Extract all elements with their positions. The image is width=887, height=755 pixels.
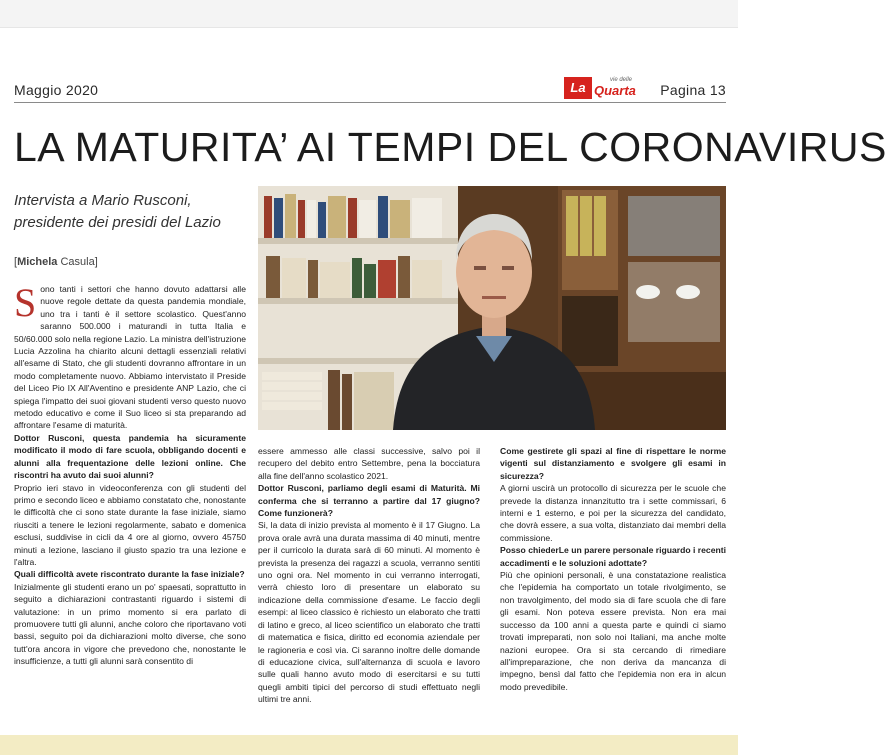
byline-last-name: Casula <box>60 256 95 268</box>
answer-2-continued: essere ammesso alle classi successive, salvo poi il recupero del debito entro Settembre, pena la bocciatura alla fine dell'anno scolastico 2021. <box>258 446 480 481</box>
article-column-3 <box>500 445 726 693</box>
logo-quarta: Quarta <box>594 83 636 98</box>
logo-la: La <box>564 77 592 99</box>
page-number: Pagina 13 <box>660 82 726 98</box>
answer-3: Si, la data di inizio prevista al momento è il 17 Giugno. La prova orale avrà una durata massima di 40 minuti, mentre per il curricolo la durata sarà di 60 minuti. Al momento è prevista la presenza dei ragazzi a scuola, verranno sentiti uno ogni ora. Nel momento in cui verranno interrogati, verrà chiesto loro di presentare un elaborato su indicazione della commissione d'esame. Le faccio degli esempi: al liceo classico è richiesto un elaborato che tratti di latino e greco, al liceo scientifico un elaborato che tratti di matematica e fisica, diritto ed economia aziendale per le ragioneria e così via. Ci saranno inoltre delle domande di educazione civica, sull'alternanza di scuola e lavoro sulle quali hanno avuto modo di esercitarsi e su tutti quegli ambiti tipici del percorso di studi effettuato negli ultimi tre anni. <box>258 520 480 705</box>
top-bar <box>0 0 738 28</box>
la-quarta-logo <box>564 77 656 99</box>
logo-tagline: vie delle <box>610 77 633 83</box>
question-4: Come gestirete gli spazi al fine di rispettare le norme vigenti sul distanziamento e svolgere gli esami in sicurezza? <box>500 446 726 481</box>
question-1: Dottor Rusconi, questa pandemia ha sicuramente modificato il modo di fare scuola, obbligando docenti e alunni alla frequentazione delle lezioni online. Che riscontri ha avuto dai suoi alunni? <box>14 432 246 481</box>
bottom-band <box>0 735 738 755</box>
headline: LA MATURITA’ AI TEMPI DEL CORONAVIRUS <box>14 124 887 170</box>
article-column-2 <box>258 445 480 706</box>
question-2: Quali difficoltà avete riscontrato durante la fase iniziale? <box>14 569 245 580</box>
question-5: Posso chiederLe un parere personale riguardo i recenti accadimenti e le soluzioni adottate? <box>500 545 726 568</box>
question-3: Dottor Rusconi, parliamo degli esami di Maturità. Mi conferma che si terranno a partire dal 17 giugno? Come funzionerà? <box>258 483 480 519</box>
issue-date: Maggio 2020 <box>14 82 99 98</box>
page-header <box>14 77 726 102</box>
byline-first-name: Michela <box>17 256 58 268</box>
byline <box>14 256 98 268</box>
article-intro: ono tanti i settori che hanno dovuto adattarsi alle nuove regole dettate da questa pandemia mondiale, uno tra i tanti è il settore scolastico. Quest'anno saranno 500.000 i maturandi in tutta Italia e 50/60.000 solo nella regione Lazio. La ministra dell'istruzione Lucia Azzolina ha chiarito alcuni dettagli essenziali relativi all'esame di Stato, che gli studenti dovranno affrontare in un modo completamente nuovo. Abbiamo intervistato il Preside del Liceo Pio IX All'Aventino e presidente ANP Lazio, che ci spiega l'impatto dei suoi giovani studenti verso questo nuovo metodo educativo e come il Suo liceo si sta preparando ad affrontare l'esame di maturità. <box>14 284 246 431</box>
byline-bracket-open: [ <box>14 256 18 268</box>
answer-2: Inizialmente gli studenti erano un po' spaesati, soprattutto in seguito a dichiarazioni contrastanti riguardo i sistemi di valutazione: in un primo momento si era parlato di promuovere tutti gli alunni, anche coloro che riportavano voti bassi, seguito poi da dichiarazioni molto diverse, che sono tutt'ora ancora in vigore che prevedono che, nonostante le insufficienze, a tutti gli alunni sarà consentito di <box>14 581 246 667</box>
subtitle: Intervista a Mario Rusconi, presidente dei presidi del Lazio <box>14 192 221 231</box>
answer-1: Proprio ieri stavo in videoconferenza con gli studenti del primo e secondo liceo e abbiamo constatato che, nonostante le difficoltà che ci sono state durante la fase iniziale, siamo riusciti a tenere le lezioni regolarmente, sabato e domenica esclusi, suddivise in cicli da 4 ore al giorno, ovvero 45750 minuti a lezione, lasciano il giusto spazio tra una lezione e l'altra. <box>14 482 246 567</box>
answer-4: A giorni uscirà un protocollo di sicurezza per le scuole che prevede la distanza innanzitutto tra i sette commissari, 6 interni e 1 esterno, e poi per la sicurezza del candidato, che dovrà essere, a sua volta, distanziato dai membri della commissione. <box>500 483 726 543</box>
interview-photo <box>258 186 726 430</box>
drop-cap: S <box>14 280 37 325</box>
answer-5: Più che opinioni personali, è una constatazione realistica che l'epidemia ha comportato un totale rivolgimento, se non travolgimento, del modo sia di fare scuola che di fare gli esami. Non poteva essere prevista. Non era mai successo da 100 anni a questa parte e quindi ci siamo trovati impreparati, non solo noi Italiani, ma anche molte nazioni europee. Ora si sta cercando di rimediare all'impreparazione, che non deriva da mancanza di impegno, bensì dal fatto che l'epidemia non era in alcun modo prevedibile. <box>500 570 726 692</box>
article-column-1 <box>14 280 246 668</box>
byline-bracket-close: ] <box>94 256 98 268</box>
photo-illustration <box>258 186 726 430</box>
header-divider <box>14 102 726 103</box>
